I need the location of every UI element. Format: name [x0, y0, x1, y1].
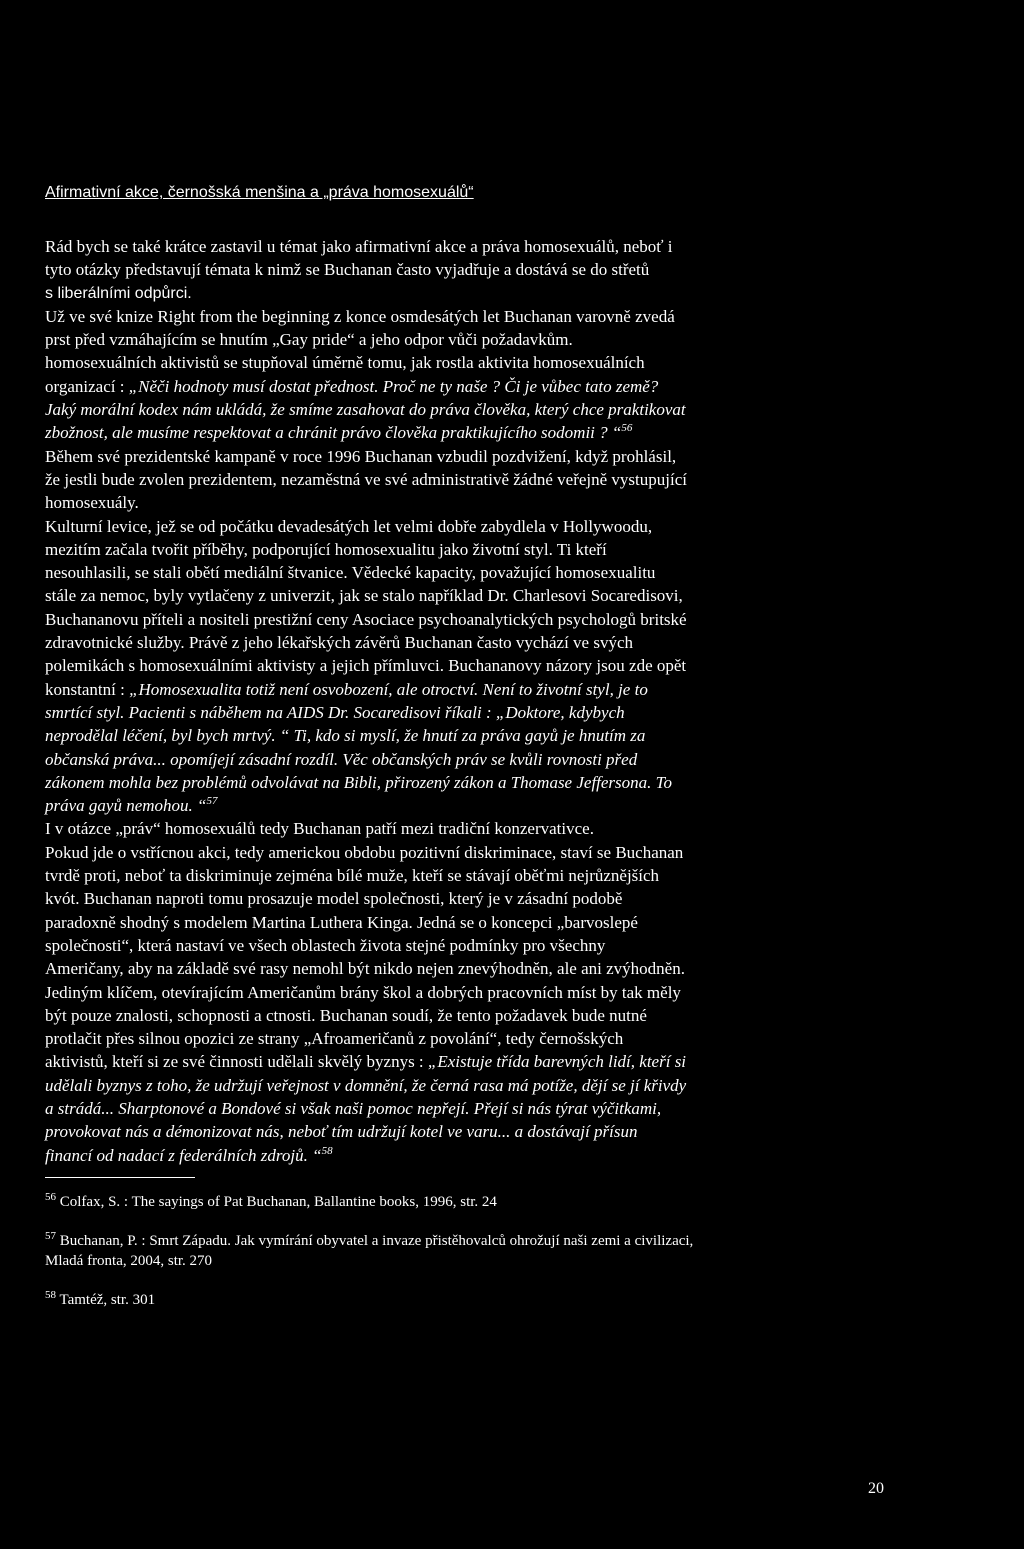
quote-text: občanská práva... opomíjejí zásadní rozdíl. Věc občanských práv se kvůli rovnosti před	[45, 749, 638, 769]
text-segment: Už ve své knize Right from the beginning z konce osmdesátých let Buchanan varovně zvedá	[45, 306, 675, 326]
footnote-text: Tamtéž, str. 301	[56, 1291, 156, 1308]
text-segment: konstantní :	[45, 679, 130, 699]
text-line	[45, 1144, 945, 1167]
text-segment: být pouze znalosti, schopnosti a ctnosti. Buchanan soudí, že tento požadavek bude nutné	[45, 1005, 647, 1025]
footnote-text: Buchanan, P. : Smrt Západu. Jak vymírání obyvatel a invaze přistěhovalců ohrožují naši zemi a civilizaci,	[56, 1232, 694, 1249]
text-segment: Jediným klíčem, otevírajícím Američanům brány škol a dobrých pracovních míst by tak měly	[45, 982, 681, 1002]
text-segment: homosexuálních aktivistů se stupňoval úměrně tomu, jak rostla aktivita homosexuálních	[45, 353, 645, 373]
footnote	[45, 1290, 945, 1310]
quote-text: udělali byznys z toho, že udržují veřejnost v domnění, že černá rasa má potíže, dějí se jí křivdy	[45, 1075, 687, 1095]
footnote	[45, 1192, 945, 1212]
quote-text: financí od nadací z federálních zdrojů. “	[45, 1145, 322, 1165]
text-line	[45, 817, 945, 840]
text-segment: že jestli bude zvolen prezidentem, nezaměstná ve své administrativě žádné veřejně vystupující	[45, 469, 687, 489]
text-line	[45, 515, 945, 538]
text-line	[45, 1027, 945, 1050]
footnotes	[45, 1192, 945, 1310]
text-line	[45, 608, 945, 631]
footnote-ref: 56	[621, 422, 633, 435]
text-segment: Během své prezidentské kampaně v roce 1996 Buchanan vzbudil pozdvižení, když prohlásil,	[45, 446, 677, 466]
footnote	[45, 1231, 945, 1271]
text-line	[45, 1074, 945, 1097]
text-segment: paradoxně shodný s modelem Martina Luthera Kinga. Jedná se o koncepci „barvoslepé	[45, 912, 638, 932]
quote-text: „Homosexualita totiž není osvobození, ale otroctví. Není to životní styl, je to	[129, 679, 648, 699]
text-line	[45, 724, 945, 747]
text-line	[45, 1050, 945, 1073]
text-segment: aktivistů, kteří si ze své činnosti udělali skvělý byznys :	[45, 1052, 428, 1072]
text-segment: I v otázce „práv“ homosexuálů tedy Buchanan patří mezi tradiční konzervativce.	[45, 819, 594, 839]
text-line	[45, 701, 945, 724]
text-line	[45, 235, 945, 258]
text-line	[45, 934, 945, 957]
text-line	[45, 1004, 945, 1027]
text-segment: Pokud jde o vstřícnou akci, tedy americkou obdobu pozitivní diskriminace, staví se Buchanan	[45, 842, 684, 862]
text-line	[45, 794, 945, 817]
quote-text: a strádá... Sharptonové a Bondové si však naši pomoc nepřejí. Přejí si nás týrat výčitkami,	[45, 1098, 662, 1118]
text-line	[45, 654, 945, 677]
document-page	[45, 183, 945, 1329]
quote-text: provokovat nás a démonizovat nás, neboť tím udržují kotel ve varu... a dostávají přísun	[45, 1122, 638, 1142]
text-line	[45, 748, 945, 771]
text-line	[45, 957, 945, 980]
text-segment: s liberálními odpůrci.	[45, 284, 192, 302]
text-segment: organizací :	[45, 376, 129, 396]
page-number: 20	[868, 1480, 884, 1497]
text-line	[45, 351, 945, 374]
text-segment: Rád bych se také krátce zastavil u témat jako afirmativní akce a práva homosexuálů, neboť i	[45, 237, 673, 256]
section-heading: Afirmativní akce, černošská menšina a „práva homosexuálů“	[45, 184, 474, 201]
quote-text: Jaký morální kodex nám ukládá, že smíme zasahovat do práva člověka, který chce praktikovat	[45, 400, 686, 420]
text-line	[45, 538, 945, 561]
text-segment: společnosti“, která nastaví ve všech oblastech života stejné podmínky pro všechny	[45, 935, 606, 955]
text-segment: polemikách s homosexuálními aktivisty a jejich přímluvci. Buchananovy názory jsou zde opět	[45, 656, 687, 676]
footnote-text: Colfax, S. : The sayings of Pat Buchanan, Ballantine books, 1996, str. 24	[56, 1193, 497, 1210]
text-line	[45, 398, 945, 421]
quote-text: práva gayů nemohou. “	[45, 796, 207, 816]
text-line	[45, 445, 945, 468]
text-line	[45, 911, 945, 934]
text-line	[45, 1097, 945, 1120]
text-segment: tyto otázky představují témata k nimž se Buchanan často vyjadřuje a dostává se do střetů	[45, 260, 650, 280]
footnote-number: 58	[45, 1288, 56, 1301]
quote-text: zbožnost, ale musíme respektovat a chránit právo člověka praktikujícího sodomii ? “	[45, 423, 622, 443]
quote-text: smrtící styl. Pacienti s náběhem na AIDS Dr. Socaredisovi říkali : „Doktore, kdybych	[45, 702, 625, 722]
text-line	[45, 305, 945, 328]
text-segment: homosexuály.	[45, 493, 139, 513]
text-segment: Kulturní levice, jež se od počátku devadesátých let velmi dobře zabydlela v Hollywoodu,	[45, 516, 653, 536]
footnote-number: 57	[45, 1229, 56, 1242]
text-line	[45, 468, 945, 491]
body-text	[45, 235, 945, 1167]
text-segment: kvót. Buchanan naproti tomu prosazuje model společnosti, který je v zásadní podobě	[45, 889, 623, 909]
footnote-ref: 58	[321, 1144, 333, 1157]
text-line	[45, 887, 945, 910]
text-line	[45, 1120, 945, 1143]
text-line	[45, 864, 945, 887]
text-line	[45, 981, 945, 1004]
text-segment: protlačit přes silnou opozici ze strany „Afroameričanů z povolání“, tedy černošských	[45, 1029, 624, 1049]
quote-text: „Něči hodnoty musí dostat přednost. Proč ne ty naše ? Či je vůbec tato země?	[128, 376, 659, 396]
text-segment: Američany, aby na základě své rasy nemohl být nikdo nejen znevýhodněn, ale ani zvýhodněn.	[45, 959, 685, 979]
text-line	[45, 375, 945, 398]
text-line	[45, 258, 945, 281]
text-segment: mezitím začala tvořit příběhy, podporující homosexualitu jako životní styl. Ti kteří	[45, 539, 607, 559]
text-line	[45, 491, 945, 514]
text-line	[45, 771, 945, 794]
quote-text: zákonem mohla bez problémů odvolávat na Bibli, přirozený zákon a Thomase Jeffersona. To	[45, 772, 673, 792]
text-line	[45, 421, 945, 444]
footnote-ref: 57	[206, 795, 218, 808]
text-segment: tvrdě proti, neboť ta diskriminuje zejména bílé muže, kteří se stávají oběťmi nejrůznějších	[45, 866, 660, 886]
footnote-number: 56	[45, 1190, 56, 1203]
footnote-separator	[45, 1177, 195, 1178]
text-segment: prst před vzmáhajícím se hnutím „Gay pride“ a jeho odpor vůči požadavkům.	[45, 330, 573, 350]
text-line	[45, 678, 945, 701]
text-line	[45, 328, 945, 351]
text-line	[45, 584, 945, 607]
text-line	[45, 282, 945, 305]
text-line	[45, 631, 945, 654]
text-segment: Buchananovu příteli a nositeli prestižní ceny Asociace psychoanalytických psychologů britské	[45, 609, 687, 629]
footnote-text-continued: Mladá fronta, 2004, str. 270	[45, 1252, 213, 1269]
text-segment: zdravotnické služby. Právě z jeho lékařských závěrů Buchanan často vychází ve svých	[45, 633, 633, 653]
quote-text: neprodělal léčení, byl bych mrtvý. “ Ti, kdo si myslí, že hnutí za práva gayů je hnutím za	[45, 726, 646, 746]
quote-text: „Existuje třída barevných lidí, kteří si	[427, 1052, 687, 1072]
text-line	[45, 561, 945, 584]
text-segment: stále za nemoc, byly vytlačeny z univerzit, jak se stalo například Dr. Charlesovi Socaredisovi,	[45, 586, 683, 606]
text-segment: nesouhlasili, se stali obětí mediální štvanice. Vědecké kapacity, považující homosexualitu	[45, 563, 656, 583]
text-line	[45, 841, 945, 864]
